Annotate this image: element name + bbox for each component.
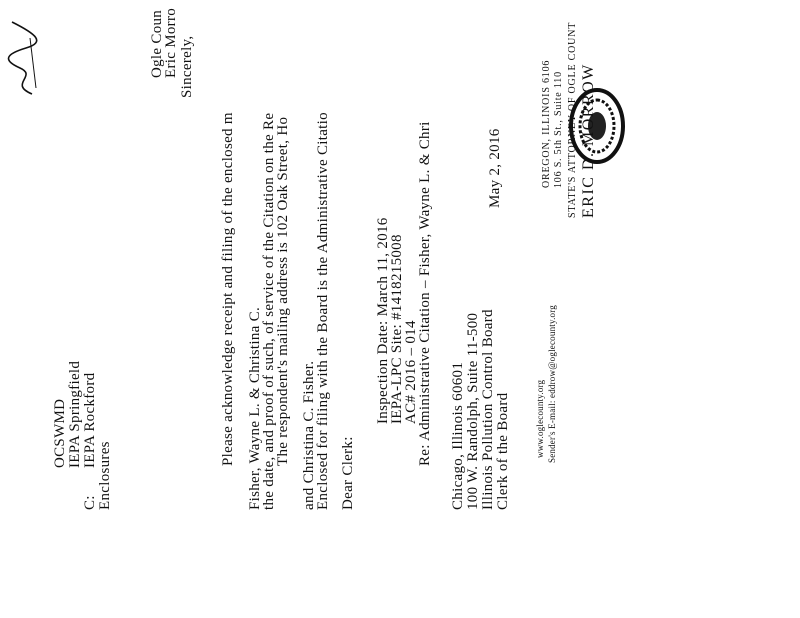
reference-site: IEPA-LPC Site: #1418215008 [389, 234, 405, 424]
reference-inspection: Inspection Date: March 11, 2016 [375, 217, 391, 424]
body-p2-line-2: the date, and proof of such, of service of the Citation on the Re [261, 112, 277, 510]
cc-item-1: IEPA Rockford [82, 372, 98, 468]
letterhead-street: 106 S. 5th St., Suite 110 [553, 71, 564, 188]
body-p1-line-2: and Christina C. Fisher. [301, 360, 317, 510]
cc-item-2: IEPA Springfield [67, 360, 83, 468]
letterhead-name: ERIC D. MORROW [580, 63, 597, 218]
enclosures-label: Enclosures [97, 441, 113, 510]
body-p3-line-1: Please acknowledge receipt and filing of the enclosed m [220, 112, 236, 466]
letterhead-city: OREGON, ILLINOIS 6106 [541, 59, 552, 188]
recipient-line-4: Chicago, Illinois 60601 [450, 361, 466, 510]
letterhead-title: STATE'S ATTORNEY OF OGLE COUNT [567, 21, 578, 218]
reference-ac-number: AC# 2016 – 014 [403, 320, 419, 424]
body-p2-line-3: Fisher, Wayne L. & Christina C. [247, 306, 263, 510]
body-p2-line-1: The respondent's mailing address is 102 Oak Street, Ho [275, 116, 291, 466]
recipient-line-3: 100 W. Randolph, Suite 11-500 [465, 312, 481, 510]
recipient-line-1: Clerk of the Board [495, 392, 511, 510]
closing-title: Ogle Coun [149, 9, 165, 78]
closing-name: Eric Morro [163, 7, 179, 78]
body-p1-line-1: Enclosed for filing with the Board is the Administrative Citatio [315, 112, 331, 510]
handwritten-signature [2, 18, 42, 98]
cc-label: C: [82, 495, 98, 510]
recipient-line-2: Illinois Pollution Control Board [480, 309, 496, 510]
cc-item-3: OCSWMD [52, 398, 68, 468]
letter-date: May 2, 2016 [487, 128, 503, 208]
closing-sincerely: Sincerely, [179, 35, 195, 98]
sender-email: Sender's E-mail: eddrow@oglecounty.org [547, 305, 557, 463]
salutation: Dear Clerk: [340, 436, 356, 510]
reference-re: Re: Administrative Citation – Fisher, Wayne L. & Chri [417, 121, 433, 466]
website: www.oglecounty.org [535, 379, 545, 458]
